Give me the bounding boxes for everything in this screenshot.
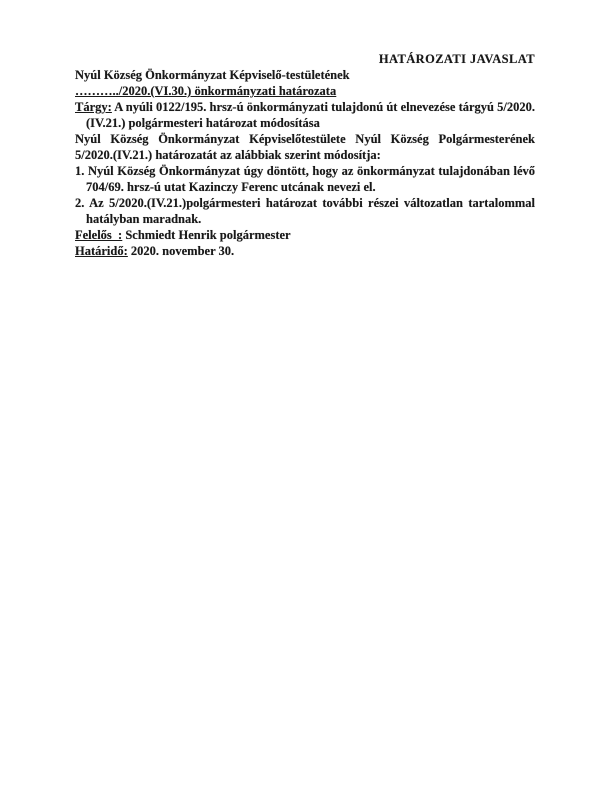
subject-text: A nyúli 0122/195. hrsz-ú önkormányzati tulajdonú út elnevezése tárgyú 5/2020.(IV.21.) polgármesteri határozat módosítása: [86, 100, 536, 130]
responsible-line: [75, 227, 535, 243]
doc-title: HATÁROZATI JAVASLAT: [378, 52, 535, 66]
subject-paragraph: [75, 99, 535, 131]
resolution-number-text: ………../2020.(VI.30.) önkormányzati határozata: [75, 84, 337, 98]
subject-label: Tárgy:: [75, 100, 112, 114]
resolution-item-1: [75, 163, 535, 195]
deadline-line: [75, 243, 535, 259]
item-1-text: Nyúl Község Önkormányzat úgy döntött, hogy az önkormányzat tulajdonában lévő 704/69. hrsz-ú utat Kazinczy Ferenc utcának nevezi el.: [86, 164, 536, 194]
addressee-line: Nyúl Község Önkormányzat Képviselő-testületének: [75, 68, 350, 82]
resolution-number-line: [75, 83, 535, 99]
resolution-item-2: [75, 195, 535, 227]
item-2-number: 2.: [75, 196, 85, 210]
responsible-value: Schmiedt Henrik polgármester: [125, 228, 291, 242]
deadline-value: 2020. november 30.: [130, 244, 235, 258]
responsible-label: Felelős :: [75, 228, 123, 242]
item-1-number: 1.: [75, 164, 85, 178]
deadline-label: Határidő:: [75, 244, 128, 258]
item-2-text: Az 5/2020.(IV.21.)polgármesteri határozat további részei változatlan tartalommal hatályban maradnak.: [86, 196, 535, 226]
intro-paragraph: Nyúl Község Önkormányzat Képviselőtestülete Nyúl Község Polgármesterének 5/2020.(IV.21.) határozatát az alábbiak szerint módosítja:: [75, 132, 535, 162]
